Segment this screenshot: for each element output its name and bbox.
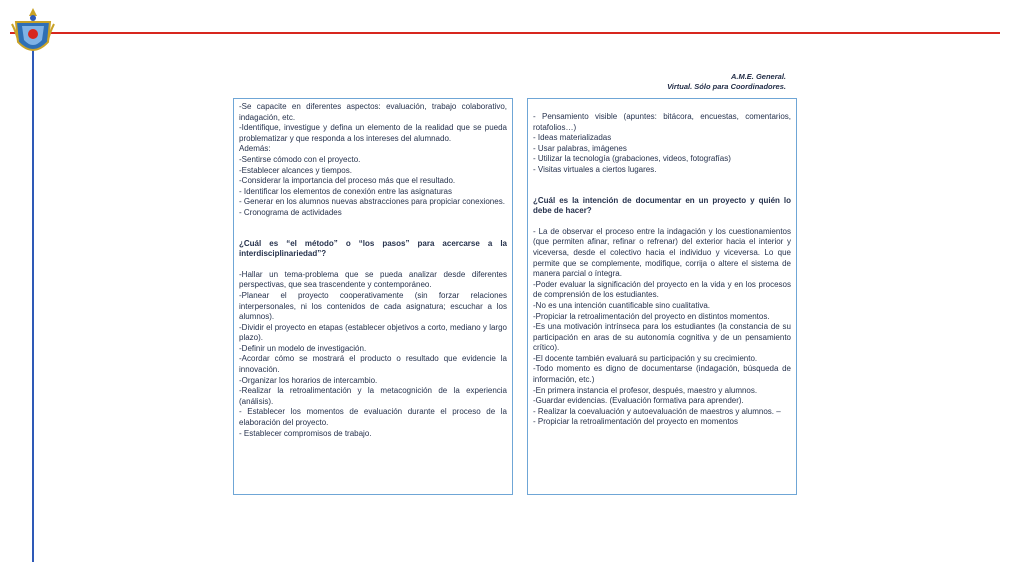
text-line: - Establecer los momentos de evaluación durante el proceso de la elaboración del proyecto. [239, 407, 507, 428]
text-line: -Se capacite en diferentes aspectos: evaluación, trabajo colaborativo, indagación, etc. [239, 102, 507, 122]
text-line: - Visitas virtuales a ciertos lugares. [533, 164, 657, 174]
left-blue-rule [32, 34, 34, 562]
text-line: -No es una intención cuantificable sino cualitativa. [533, 300, 710, 310]
institution-crest-logo [10, 6, 56, 60]
text-line: - Identificar los elementos de conexión entre las asignaturas [239, 186, 453, 196]
text-line: -Identifique, investigue y defina un elemento de la realidad que se pueda problematizar y que responda a los intereses del alumnado. [239, 123, 507, 143]
text-line: -Hallar un tema-problema que se pueda analizar desde diferentes perspectivas, que sea trascendente y contemporáneo. [239, 269, 507, 290]
text-line: - Pensamiento visible (apuntes: bitácora, encuestas, comentarios, rotafolios…) [533, 112, 791, 132]
text-line: -Sentirse cómodo con el proyecto. [239, 154, 361, 164]
text-line: - La de observar el proceso entre la indagación y los cuestionamientos (que permiten afinar, refinar o refrenar) del exterior hacia el interior y viceversa, desde el colectivo hacia el individuo y viceversa. Lo que permite que se complemente, modifique, corrija o altere el sistema de manera parcial o íntegra. [533, 226, 791, 279]
top-red-rule [10, 32, 1000, 34]
text-line: -Definir un modelo de investigación. [239, 343, 367, 353]
text-line: - Generar en los alumnos nuevas abstracciones para propiciar conexiones. [239, 197, 505, 207]
header-line-1: A.M.E. General. [730, 72, 786, 81]
text-line: - Propiciar la retroalimentación del proyecto en momentos [533, 417, 738, 427]
text-line: -Propiciar la retroalimentación del proyecto en distintos momentos. [533, 311, 770, 321]
text-line: - Ideas materializadas [533, 133, 612, 143]
left-question-heading: ¿Cuál es “el método” o “los pasos” para acercarse a la interdisciplinariedad”? [239, 238, 507, 259]
text-line: -Dividir el proyecto en etapas (establecer objetivos a corto, mediano y largo plazo). [239, 322, 507, 343]
text-line: -Poder evaluar la significación del proyecto en la vida y en los procesos de comprensión de los estudiantes. [533, 279, 791, 300]
header-note [667, 72, 786, 92]
text-line: -Guardar evidencias. (Evaluación formativa para aprender). [533, 396, 744, 406]
text-line: - Establecer compromisos de trabajo. [239, 428, 372, 438]
text-line: - Cronograma de actividades [239, 207, 342, 217]
text-line: - Realizar la coevaluación y autoevaluación de maestros y alumnos. – [533, 406, 781, 416]
text-line: -Es una motivación intrínseca para los estudiantes (la constancia de su participación en aras de su autonomía cognitiva y de un pensamiento crítico). [533, 322, 791, 353]
right-question-heading: ¿Cuál es la intención de documentar en un proyecto y quién lo debe de hacer? [533, 195, 791, 216]
text-line: -El docente también evaluará su participación y su crecimiento. [533, 353, 758, 363]
text-line: Además: [239, 144, 271, 154]
text-line: -Acordar cómo se mostrará el producto o resultado que evidencie la innovación. [239, 354, 507, 375]
text-line: -Planear el proyecto cooperativamente (sin forzar relaciones interpersonales, ni los contenidos de cada asignatura; escuchar a los alumnos). [239, 290, 507, 322]
left-text-box [233, 98, 513, 495]
text-line: -Realizar la retroalimentación y la metacognición de la experiencia (análisis). [239, 386, 507, 406]
text-line: -En primera instancia el profesor, después, maestro y alumnos. [533, 385, 758, 395]
text-line: - Utilizar la tecnología (grabaciones, videos, fotografías) [533, 154, 731, 164]
right-text-box [527, 98, 797, 495]
header-line-2: Virtual. Sólo para Coordinadores. [667, 82, 786, 91]
text-line: -Considerar la importancia del proceso más que el resultado. [239, 176, 456, 186]
text-line: -Organizar los horarios de intercambio. [239, 375, 378, 385]
text-line: -Todo momento es digno de documentarse (indagación, búsqueda de información, etc.) [533, 364, 791, 385]
text-line: -Establecer alcances y tiempos. [239, 165, 352, 175]
text-line: - Usar palabras, imágenes [533, 143, 627, 153]
